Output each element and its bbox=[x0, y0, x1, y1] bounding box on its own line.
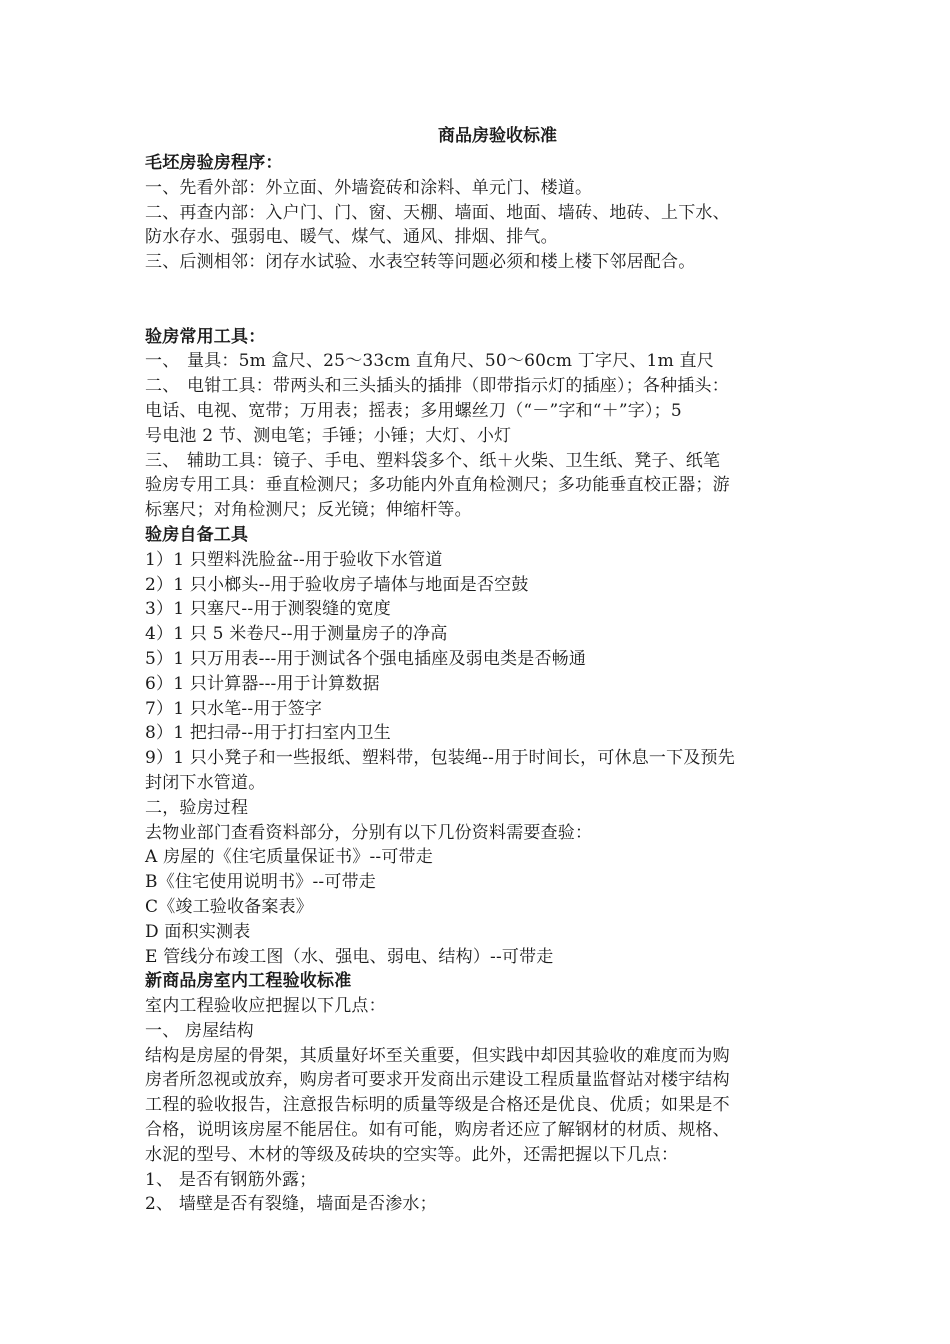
list-item: 5）1 只万用表---用于测试各个强电插座及弱电类是否畅通 bbox=[145, 648, 587, 669]
paragraph-line: 一、先看外部：外立面、外墙瓷砖和涂料、单元门、楼道。 bbox=[145, 177, 593, 198]
paragraph-line: 三、后测相邻：闭存水试验、水表空转等问题必须和楼上楼下邻居配合。 bbox=[145, 252, 696, 273]
section-heading-rough-house-procedure: 毛坯房验房程序： bbox=[145, 153, 283, 173]
document-title: 商品房验收标准 bbox=[438, 126, 557, 146]
list-item: B《住宅使用说明书》--可带走 bbox=[145, 872, 376, 893]
list-item: 8）1 把扫帚--用于打扫室内卫生 bbox=[145, 723, 391, 744]
paragraph-line: 标塞尺；对角检测尺；反光镜；伸缩杆等。 bbox=[145, 500, 472, 521]
section-heading-own-tools: 验房自备工具 bbox=[145, 524, 249, 545]
list-item: 2）1 只小榔头--用于验收房子墙体与地面是否空鼓 bbox=[145, 574, 529, 595]
list-item: 9）1 只小凳子和一些报纸、塑料带，包装绳--用于时间长，可休息一下及预先 bbox=[145, 748, 735, 769]
paragraph-line: 合格，说明该房屋不能居住。如有可能，购房者还应了解钢材的材质、规格、 bbox=[145, 1120, 730, 1141]
paragraph-line: 水泥的型号、木材的等级及砖块的空实等。此外，还需把握以下几点： bbox=[145, 1144, 679, 1165]
list-item: C《竣工验收备案表》 bbox=[145, 896, 314, 917]
section-heading-common-tools: 验房常用工具： bbox=[145, 326, 266, 347]
list-text: 电钳工具：带两头和三头插头的插排（即带指示灯的插座）；各种插头： bbox=[187, 376, 729, 397]
paragraph-line: 号电池 2 节、测电笔；手锤；小锤；大灯、小灯 bbox=[145, 425, 512, 446]
list-text: 辅助工具：镜子、手电、塑料袋多个、纸＋火柴、卫生纸、凳子、纸笔 bbox=[187, 450, 721, 471]
list-item: 1、 是否有钢筋外露； bbox=[145, 1169, 317, 1190]
section-heading-interior-standards: 新商品房室内工程验收标准 bbox=[145, 971, 352, 992]
list-item: 1）1 只塑料洗脸盆--用于验收下水管道 bbox=[145, 549, 443, 570]
subheading: 一、 房屋结构 bbox=[145, 1020, 254, 1041]
paragraph-line: 防水存水、强弱电、暖气、煤气、通风、排烟、排气。 bbox=[145, 227, 558, 248]
list-text: 量具：5m 盒尺、25～33cm 直角尺、50～60cm 丁字尺、1m 直尺 bbox=[187, 351, 714, 372]
paragraph-line: 室内工程验收应把握以下几点： bbox=[145, 996, 386, 1017]
list-item: 封闭下水管道。 bbox=[145, 772, 266, 793]
list-item: 7）1 只水笔--用于签字 bbox=[145, 698, 323, 719]
list-item: 4）1 只 5 米卷尺--用于测量房子的净高 bbox=[145, 624, 448, 645]
list-item: 6）1 只计算器---用于计算数据 bbox=[145, 673, 380, 694]
paragraph-line: 去物业部门查看资料部分，分别有以下几份资料需要查验： bbox=[145, 822, 593, 843]
paragraph-line: 结构是房屋的骨架，其质量好坏至关重要，但实践中却因其验收的难度而为购 bbox=[145, 1045, 730, 1066]
list-item bbox=[145, 449, 850, 474]
paragraph-line: 二、再查内部：入户门、门、窗、天棚、墙面、地面、墙砖、地砖、上下水、 bbox=[145, 202, 730, 223]
list-item: E 管线分布竣工图（水、强电、弱电、结构）--可带走 bbox=[145, 946, 554, 967]
list-item: 3）1 只塞尺--用于测裂缝的宽度 bbox=[145, 599, 391, 620]
list-item bbox=[145, 349, 850, 374]
list-item bbox=[145, 374, 850, 399]
list-number: 二、 bbox=[145, 376, 180, 397]
list-number: 三、 bbox=[145, 450, 180, 471]
list-item: 2、 墙壁是否有裂缝，墙面是否渗水； bbox=[145, 1194, 437, 1215]
section-heading-inspection-process: 二，验房过程 bbox=[145, 797, 249, 818]
blank-gap bbox=[145, 275, 850, 325]
paragraph-line: 房者所忽视或放弃，购房者可要求开发商出示建设工程质量监督站对楼宇结构 bbox=[145, 1070, 730, 1091]
paragraph-line: 工程的验收报告，注意报告标明的质量等级是合格还是优良、优质；如果是不 bbox=[145, 1095, 730, 1116]
list-number: 一、 bbox=[145, 351, 180, 372]
paragraph-line: 电话、电视、宽带；万用表；摇表；多用螺丝刀（“－”字和“＋”字）；5 bbox=[145, 400, 682, 421]
paragraph-line: 验房专用工具：垂直检测尺；多功能内外直角检测尺；多功能垂直校正器；游 bbox=[145, 475, 730, 496]
list-item: A 房屋的《住宅质量保证书》--可带走 bbox=[145, 847, 433, 868]
list-item: D 面积实测表 bbox=[145, 921, 251, 942]
